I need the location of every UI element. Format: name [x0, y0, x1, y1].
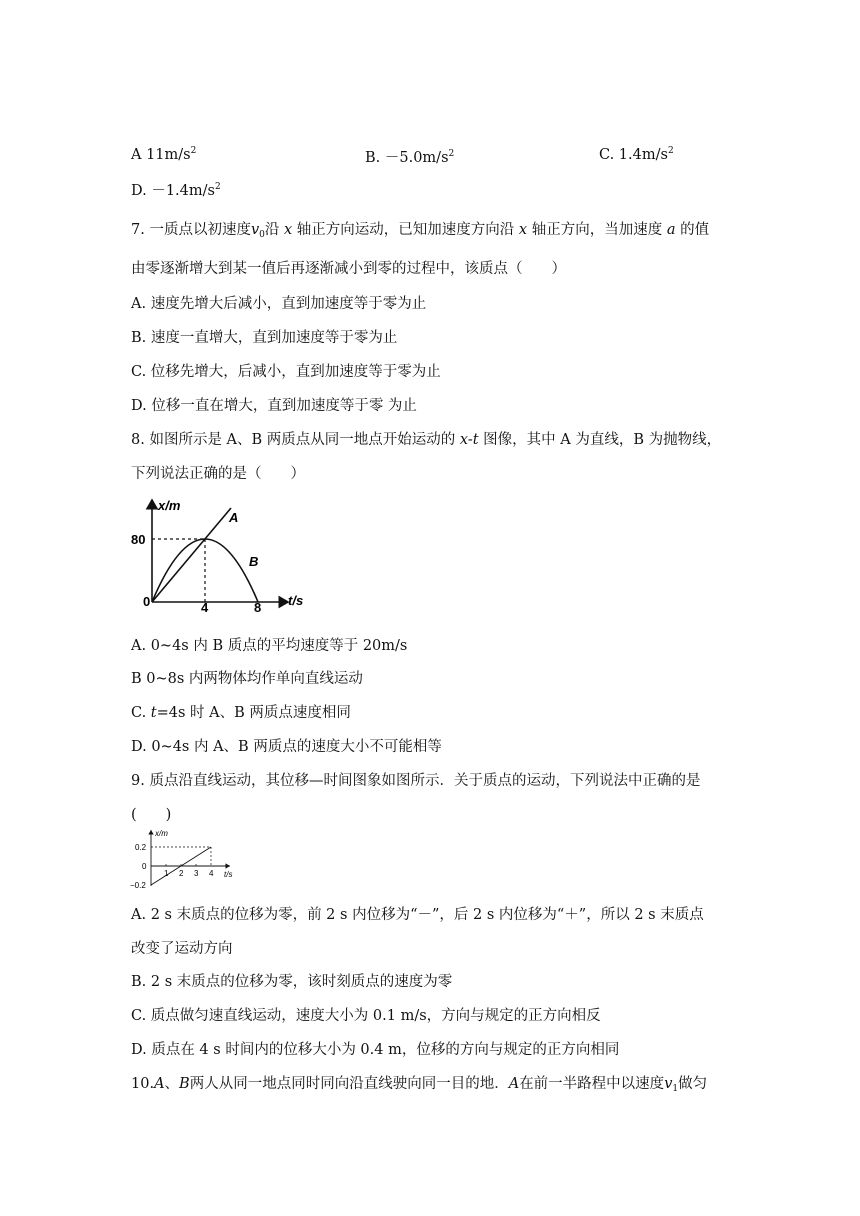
q8-line-a — [152, 508, 231, 602]
q9-stem-line2: ( ) — [131, 807, 172, 823]
q10-stem-line1: 10.A、B两人从同一地点同时同向沿直线驶向同一目的地．A在前一半路程中以速度$v_1$做匀 — [131, 1076, 708, 1094]
q6-option-d: D. $-1.4m/s^2$ — [131, 182, 221, 199]
q6-option-b: B. $-5.0m/s^2$ — [365, 149, 455, 166]
q8-xt-graph — [128, 494, 318, 616]
q8-option-c: C. t=4s 时 A、B 两质点速度相同 — [131, 705, 351, 721]
q7-stem-line1: 7. 一质点以初速度$v_0$沿 x 轴正方向运动，已知加速度方向沿 x 轴正方向，当加速度 a 的值 — [131, 222, 710, 240]
q9-x-tick-4: 4 — [209, 869, 214, 878]
q8-option-b: B 0~8s 内两物体均作单向直线运动 — [131, 671, 363, 687]
q9-xt-graph — [128, 826, 240, 892]
q7-option-b: B. 速度一直增大，直到加速度等于零为止 — [131, 330, 398, 346]
q7-option-a: A. 速度先增大后减小，直到加速度等于零为止 — [131, 296, 427, 312]
q9-option-a-line1: A. 2 s 末质点的位移为零，前 2 s 内位移为“－”，后 2 s 内位移为“＋”，所以 2 s 末质点 — [131, 907, 704, 923]
q8-y-label: x/m — [158, 498, 181, 513]
q8-x-label: t/s — [288, 593, 304, 608]
q9-y-tick-0: 0 — [142, 862, 147, 871]
q8-label-a: A — [229, 510, 239, 525]
q8-x-tick-8: 8 — [254, 600, 262, 615]
q9-x-label: t/s — [224, 870, 233, 879]
q8-option-a: A. 0~4s 内 B 质点的平均速度等于 20m/s — [131, 638, 408, 654]
q6-option-c: C. $1.4m/s^2$ — [599, 146, 674, 163]
q9-x-tick-3: 3 — [194, 869, 199, 878]
q8-option-d: D. 0~4s 内 A、B 两质点的速度大小不可能相等 — [131, 739, 442, 755]
q6-option-a: A $11m/s^2$ — [131, 146, 197, 163]
q8-x-tick-0: 0 — [143, 594, 151, 609]
q9-option-d: D. 质点在 4 s 时间内的位移大小为 0.4 m，位移的方向与规定的正方向相同 — [131, 1042, 620, 1058]
q7-option-c: C. 位移先增大，后减小，直到加速度等于零为止 — [131, 364, 441, 380]
q9-x-tick-2: 2 — [179, 869, 184, 878]
q9-y-tick-pos: 0.2 — [135, 843, 147, 852]
q8-label-b: B — [249, 554, 259, 569]
q8-stem-line1: 8. 如图所示是 A、B 两质点从同一地点开始运动的 x-t 图像，其中 A 为直线，B 为抛物线， — [131, 432, 722, 448]
q8-x-tick-4: 4 — [201, 600, 209, 615]
q9-stem-line1: 9. 质点沿直线运动，其位移—时间图象如图所示．关于质点的运动，下列说法中正确的是 — [131, 773, 701, 789]
q9-y-label: x/m — [155, 829, 168, 838]
q9-option-c: C. 质点做匀速直线运动，速度大小为 0.1 m/s，方向与规定的正方向相反 — [131, 1008, 601, 1024]
q8-y-tick-80: 80 — [131, 532, 146, 547]
q8-stem-line2: 下列说法正确的是（ ） — [131, 466, 305, 482]
q7-stem-line2: 由零逐渐增大到某一值后再逐渐减小到零的过程中，该质点（ ） — [131, 261, 566, 277]
q9-y-tick-neg: −0.2 — [130, 881, 146, 890]
q9-x-tick-1: 1 — [164, 869, 169, 878]
q9-option-a-line2: 改变了运动方向 — [131, 941, 233, 957]
q9-option-b: B. 2 s 末质点的位移为零，该时刻质点的速度为零 — [131, 974, 453, 990]
q7-option-d: D. 位移一直在增大，直到加速度等于零 为止 — [131, 398, 417, 414]
